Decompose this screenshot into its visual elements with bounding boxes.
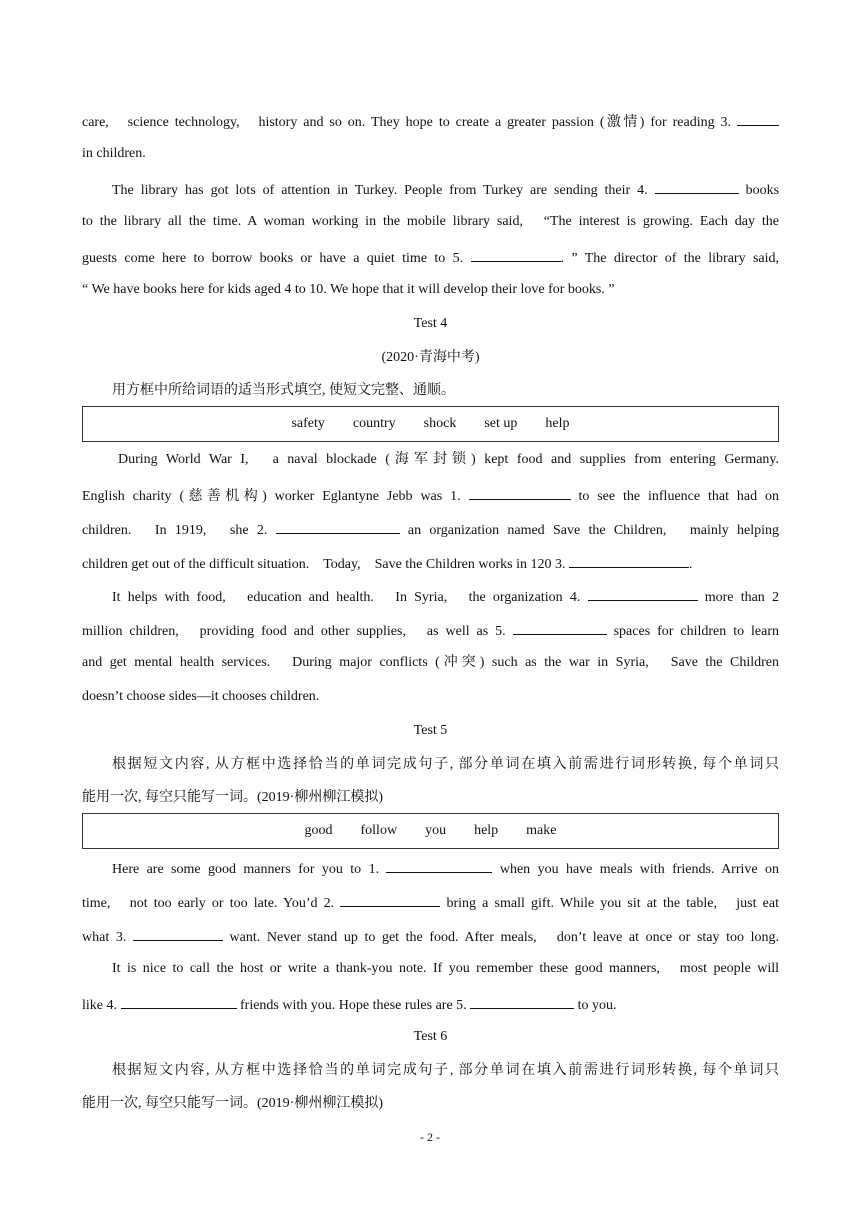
test-source: (2020·青海中考) [381, 350, 480, 365]
passage-line: During World War I, a naval blockade (海军封锁) kept food and supplies from entering Germany. [118, 452, 779, 467]
answer-blank-4[interactable] [121, 994, 237, 1009]
text: like 4. [82, 998, 117, 1013]
text: an organization named Save the Children, mainly helping [407, 523, 780, 538]
test-instruction: 能用一次, 每空只能写一词。(2019·柳州柳江模拟) [82, 1096, 383, 1111]
answer-blank-5[interactable] [470, 994, 574, 1009]
passage-line: in children. [82, 146, 146, 161]
answer-blank-1[interactable] [386, 858, 492, 873]
text: to you. [577, 998, 617, 1013]
answer-blank-3[interactable] [133, 926, 223, 941]
word-box [82, 406, 779, 442]
text: It helps with food, education and health. In Syria, the organization 4. [112, 590, 581, 605]
word-option: follow [360, 823, 398, 838]
text: care, science technology, history and so on. They hope to create a greater passion (激情) for reading 3. [82, 115, 732, 130]
page-number: - 2 - [420, 1130, 440, 1144]
text: children. In 1919, she 2. [82, 523, 268, 538]
answer-blank-3[interactable] [569, 553, 689, 568]
passage-line [82, 586, 779, 607]
passage-line [82, 858, 779, 879]
word-box [82, 813, 779, 849]
word-option: help [474, 823, 499, 838]
text: The library has got lots of attention in Turkey. People from Turkey are sending their 4. [112, 183, 648, 198]
text: want. Never stand up to get the food. After meals, don’t leave at once or stay too long. [229, 930, 780, 945]
test-instruction: 根据短文内容, 从方框中选择恰当的单词完成句子, 部分单词在填入前需进行词形转换, 每个单词只 [112, 1063, 779, 1078]
text: English charity (慈善机构) worker Eglantyne Jebb was 1. [82, 489, 461, 504]
passage-line [82, 553, 779, 574]
text: when you have meals with friends. Arrive on [499, 862, 780, 877]
text: . [689, 557, 693, 572]
text: . ” The director of the library said, [560, 251, 779, 266]
passage-line [82, 247, 779, 268]
passage-line: to the library all the time. A woman working in the mobile library said, “The interest is growing. Each day the [82, 214, 779, 229]
word-option: help [545, 416, 570, 431]
answer-blank-4[interactable] [588, 586, 698, 601]
passage-line [82, 485, 779, 506]
passage-line: “ We have books here for kids aged 4 to 10. We hope that it will develop their love for books. ” [82, 282, 615, 297]
answer-blank-3[interactable] [737, 111, 779, 126]
text: to see the influence that had on [578, 489, 779, 504]
text: guests come here to borrow books or have a quiet time to 5. [82, 251, 464, 266]
test-instruction: 能用一次, 每空只能写一词。(2019·柳州柳江模拟) [82, 790, 383, 805]
passage-line [82, 620, 779, 641]
text: spaces for children to learn [613, 624, 780, 639]
text: bring a small gift. While you sit at the table, just eat [446, 896, 779, 911]
word-option: country [352, 416, 396, 431]
answer-blank-2[interactable] [276, 519, 400, 534]
text: time, not too early or too late. You’d 2. [82, 896, 335, 911]
text: friends with you. Hope these rules are 5. [240, 998, 467, 1013]
passage-line [82, 519, 779, 540]
passage-line [82, 994, 779, 1015]
test-title: Test 4 [413, 316, 448, 331]
test-title: Test 5 [413, 723, 448, 738]
passage-line [82, 179, 779, 200]
test-title: Test 6 [413, 1029, 448, 1044]
passage-line [82, 892, 779, 913]
text: Here are some good manners for you to 1. [112, 862, 380, 877]
passage-line [82, 111, 779, 132]
test-instruction: 用方框中所给词语的适当形式填空, 使短文完整、通顺。 [112, 383, 455, 398]
word-option: set up [484, 416, 518, 431]
word-option: make [526, 823, 557, 838]
answer-blank-4[interactable] [655, 179, 739, 194]
text: what 3. [82, 930, 127, 945]
word-option: you [425, 823, 447, 838]
passage-line: It is nice to call the host or write a thank-you note. If you remember these good manners, most people will [112, 961, 779, 976]
text: books [745, 183, 780, 198]
answer-blank-5[interactable] [513, 620, 607, 635]
word-option: shock [423, 416, 457, 431]
answer-blank-1[interactable] [469, 485, 571, 500]
text: children get out of the difficult situation. Today, Save the Children works in 120 3. [82, 557, 566, 572]
word-option: safety [291, 416, 325, 431]
word-option: good [304, 823, 333, 838]
test-instruction: 根据短文内容, 从方框中选择恰当的单词完成句子, 部分单词在填入前需进行词形转换, 每个单词只 [112, 757, 779, 772]
passage-line: doesn’t choose sides—it chooses children. [82, 689, 320, 704]
answer-blank-5[interactable] [471, 247, 561, 262]
passage-line: and get mental health services. During major conflicts (冲突) such as the war in Syria, Save the Children [82, 655, 779, 670]
answer-blank-2[interactable] [340, 892, 440, 907]
passage-line [82, 926, 779, 947]
text: more than 2 [704, 590, 780, 605]
text: million children, providing food and other supplies, as well as 5. [82, 624, 506, 639]
